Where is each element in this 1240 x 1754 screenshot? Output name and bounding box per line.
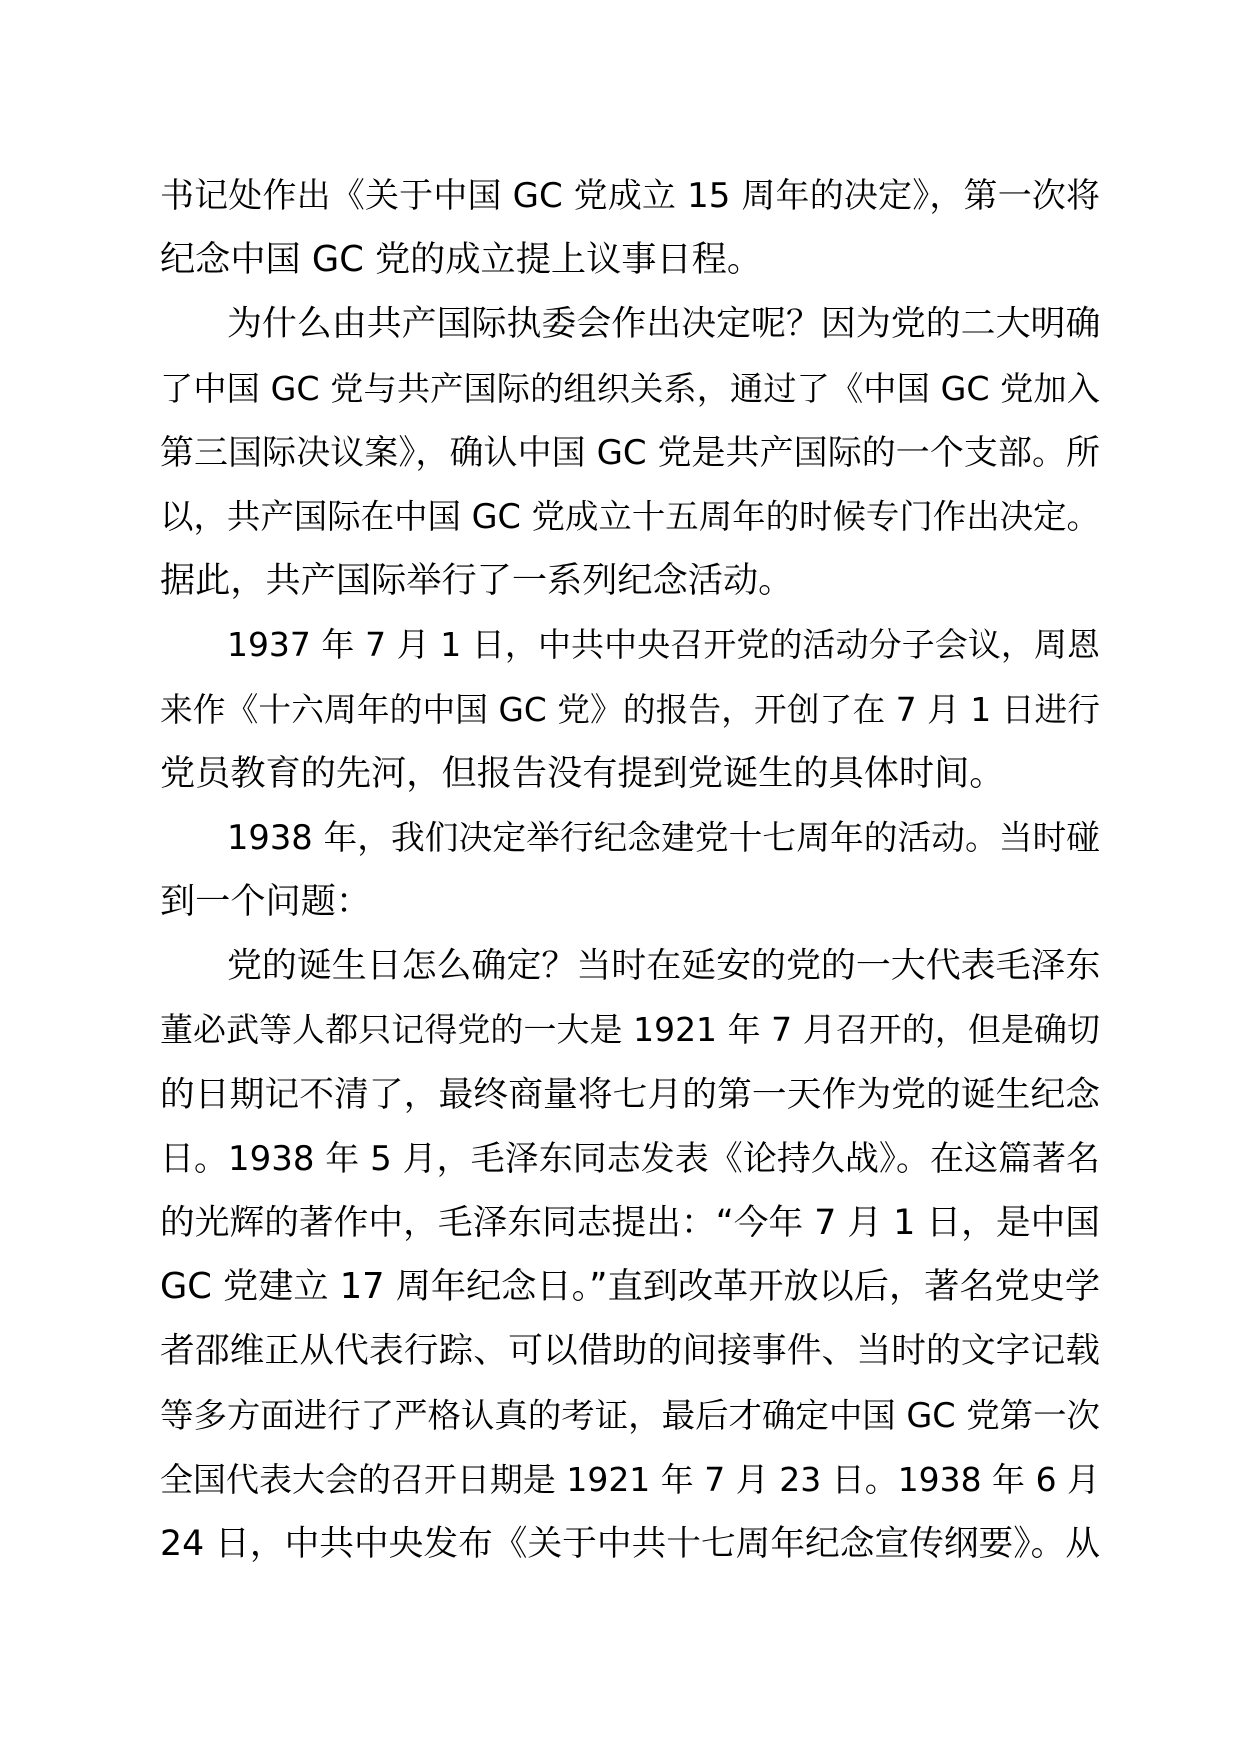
text-line: 者邵维正从代表行踪、可以借助的间接事件、当时的文字记载 xyxy=(160,1331,1100,1372)
text-line: 党员教育的先河，但报告没有提到党诞生的具体时间。 xyxy=(160,752,1005,794)
text-line: 书记处作出《关于中国 GC 党成立 15 周年的决定》，第一次将 xyxy=(160,176,1100,216)
text-line: 纪念中国 GC 党的成立提上议事日程。 xyxy=(160,239,763,281)
text-line: 24 日，中共中央发布《关于中共十七周年纪念宣传纲要》。从 xyxy=(160,1523,1100,1564)
text-line: 全国代表大会的召开日期是 1921 年 7 月 23 日。1938 年 6 月 xyxy=(160,1459,1100,1499)
text-line: 的光辉的著作中，毛泽东同志提出：“今年 7 月 1 日，是中国 xyxy=(160,1203,1100,1243)
text-line: 了中国 GC 党与共产国际的组织关系，通过了《中国 GC 党加入 xyxy=(160,368,1100,408)
text-line: 1938 年，我们决定举行纪念建党十七周年的活动。当时碰 xyxy=(227,817,1100,857)
text-line: 董必武等人都只记得党的一大是 1921 年 7 月召开的，但是确切 xyxy=(160,1010,1100,1050)
text-line: 第三国际决议案》，确认中国 GC 党是共产国际的一个支部。所 xyxy=(160,432,1100,473)
text-line: 党的诞生日怎么确定？当时在延安的党的一大代表毛泽东 xyxy=(227,946,1101,987)
text-line: 据此，共产国际举行了一系列纪念活动。 xyxy=(160,560,794,602)
text-line: 1937 年 7 月 1 日，中共中央召开党的活动分子会议，周恩 xyxy=(227,625,1100,665)
text-line: 的日期记不清了，最终商量将七月的第一天作为党的诞生纪念 xyxy=(160,1074,1100,1115)
body-text xyxy=(160,164,1100,1576)
text-line: 来作《十六周年的中国 GC 党》的报告，开创了在 7 月 1 日进行 xyxy=(160,690,1100,729)
text-line: 以，共产国际在中国 GC 党成立十五周年的时候专门作出决定。 xyxy=(160,496,1100,536)
text-line: 为什么由共产国际执委会作出决定呢？因为党的二大明确 xyxy=(227,304,1101,345)
text-line: GC 党建立 17 周年纪念日。”直到改革开放以后，著名党史学 xyxy=(160,1266,1101,1308)
text-line: 到一个问题： xyxy=(160,881,372,923)
text-line: 等多方面进行了严格认真的考证，最后才确定中国 GC 党第一次 xyxy=(160,1395,1100,1435)
text-line: 日。1938 年 5 月，毛泽东同志发表《论持久战》。在这篇著名 xyxy=(160,1138,1100,1179)
